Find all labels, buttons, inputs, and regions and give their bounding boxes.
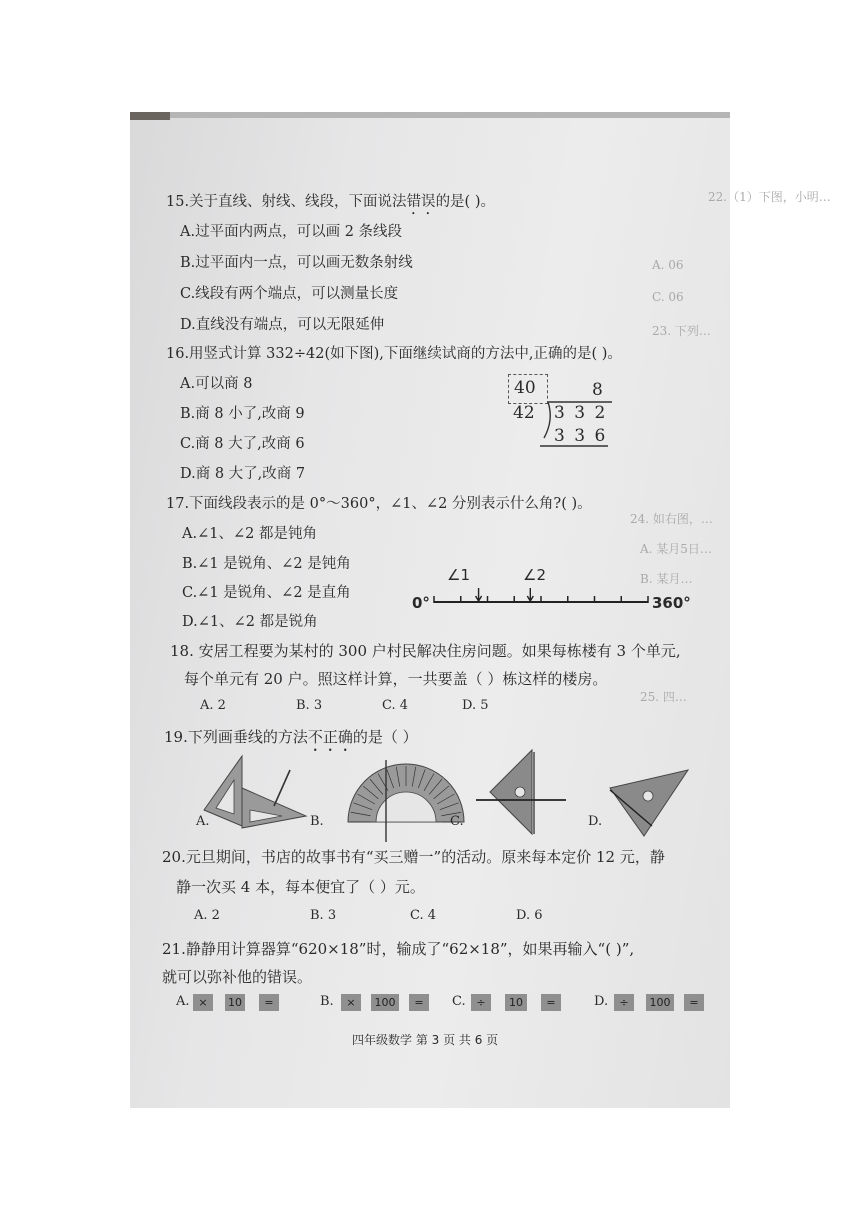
trial-product: 3 3 6: [554, 426, 608, 446]
q16-option-a: A.可以商 8: [180, 376, 253, 392]
angle-scale-line: [432, 586, 652, 616]
question-21-line1: 21.静静用计算器算“620×18”时，输成了“62×18”，如果再输入“( )”,: [162, 940, 635, 958]
figure-b-label: B.: [310, 814, 324, 829]
angle-1-arrow: [476, 588, 482, 601]
ghost-text: 24. 如右图，…: [630, 512, 713, 526]
scale-end-label: 360°: [652, 594, 691, 612]
angle-1-label: ∠1: [447, 566, 470, 584]
q16-option-b: B.商 8 小了,改商 9: [180, 406, 305, 422]
scale-start-label: 0°: [412, 594, 430, 612]
q20-option-a: A. 2: [194, 908, 220, 923]
figure-a-set-square: [200, 752, 310, 842]
ghost-text: 22.（1）下图，小明…: [708, 190, 831, 204]
figure-b-protractor: [342, 758, 472, 848]
calculator-key: ÷: [471, 994, 491, 1011]
calculator-key: =: [259, 994, 279, 1011]
calculator-key: 100: [371, 994, 399, 1011]
q20-option-c: C. 4: [410, 908, 437, 923]
q20-option-d: D. 6: [516, 908, 543, 923]
q21-option-d-label: D.: [594, 994, 609, 1009]
ghost-text: 23. 下列…: [652, 324, 711, 338]
figure-c-set-square: [470, 748, 570, 838]
question-17-stem: 17.下面线段表示的是 0°～360°，∠1、∠2 分别表示什么角?( )。: [166, 496, 592, 512]
q18-option-b: B. 3: [296, 698, 323, 713]
calculator-key: =: [409, 994, 429, 1011]
quotient-digit: 8: [592, 380, 603, 400]
question-16-stem: 16.用竖式计算 332÷42(如下图),下面继续试商的方法中,正确的是( )。: [166, 346, 622, 362]
q21-option-b-label: B.: [320, 994, 334, 1009]
calculator-key: 10: [505, 994, 527, 1011]
question-20-line2: 静一次买 4 本，每本便宜了（ ）元。: [176, 878, 425, 896]
dividend: 3 3 2: [554, 403, 608, 423]
q16-option-c: C.商 8 大了,改商 6: [180, 436, 305, 452]
q18-option-a: A. 2: [200, 698, 226, 713]
q16-option-d: D.商 8 大了,改商 7: [180, 466, 306, 482]
calculator-key: 100: [646, 994, 674, 1011]
question-21-line2: 就可以弥补他的错误。: [162, 968, 313, 986]
q20-option-b: B. 3: [310, 908, 337, 923]
ghost-text: B. 某月…: [640, 572, 693, 586]
calculator-key: =: [684, 994, 704, 1011]
calculator-key: ÷: [614, 994, 634, 1011]
ghost-text: A. 某月5日…: [640, 542, 712, 556]
q15-option-b: B.过平面内一点，可以画无数条射线: [180, 255, 413, 271]
ghost-text: C. 06: [652, 290, 684, 304]
q21-option-c-label: C.: [452, 994, 466, 1009]
question-18-line1: 18. 安居工程要为某村的 300 户村民解决住房问题。如果每栋楼有 3 个单元,: [170, 642, 681, 660]
page-footer: 四年级数学 第 3 页 共 6 页: [352, 1033, 499, 1047]
figure-a-label: A.: [196, 814, 210, 829]
trial-divisor-box: 40: [514, 378, 536, 398]
calculator-key: ×: [193, 994, 213, 1011]
q21-option-a-label: A.: [176, 994, 190, 1009]
calculator-key: ×: [341, 994, 361, 1011]
ghost-text: A. 06: [652, 258, 684, 272]
q17-option-c: C.∠1 是锐角、∠2 是直角: [182, 585, 351, 601]
q17-option-b: B.∠1 是锐角、∠2 是钝角: [182, 556, 351, 572]
q15-option-c: C.线段有两个端点，可以测量长度: [180, 286, 399, 302]
calculator-key: =: [541, 994, 561, 1011]
q15-option-d: D.直线没有端点，可以无限延伸: [180, 317, 385, 333]
calculator-key: 10: [225, 994, 245, 1011]
desk-corner: [130, 112, 170, 120]
angle-2-arrow: [527, 588, 533, 601]
question-20-line1: 20.元旦期间，书店的故事书有“买三赠一”的活动。原来每本定价 12 元，静: [162, 848, 665, 866]
figure-c-label: C.: [450, 814, 464, 829]
angle-2-label: ∠2: [523, 566, 546, 584]
q17-option-a: A.∠1、∠2 都是钝角: [182, 526, 317, 542]
question-18-line2: 每个单元有 20 户。照这样计算，一共要盖（ ）栋这样的楼房。: [184, 670, 608, 688]
paper-edge: [130, 112, 730, 118]
division-bracket: [530, 398, 650, 478]
ghost-text: 25. 四…: [640, 690, 687, 704]
q18-option-c: C. 4: [382, 698, 409, 713]
figure-d-set-square: [606, 766, 706, 856]
figure-d-label: D.: [588, 814, 603, 829]
question-19-stem: 19.下列画垂线的方法不正确的是（ ）: [164, 728, 418, 746]
divisor: 42: [513, 403, 535, 423]
question-15-stem: 15.关于直线、射线、线段，下面说法错误的是( )。: [166, 194, 495, 210]
q17-option-d: D.∠1、∠2 都是锐角: [182, 614, 318, 630]
q15-option-a: A.过平面内两点，可以画 2 条线段: [180, 224, 403, 240]
q18-option-d: D. 5: [462, 698, 489, 713]
